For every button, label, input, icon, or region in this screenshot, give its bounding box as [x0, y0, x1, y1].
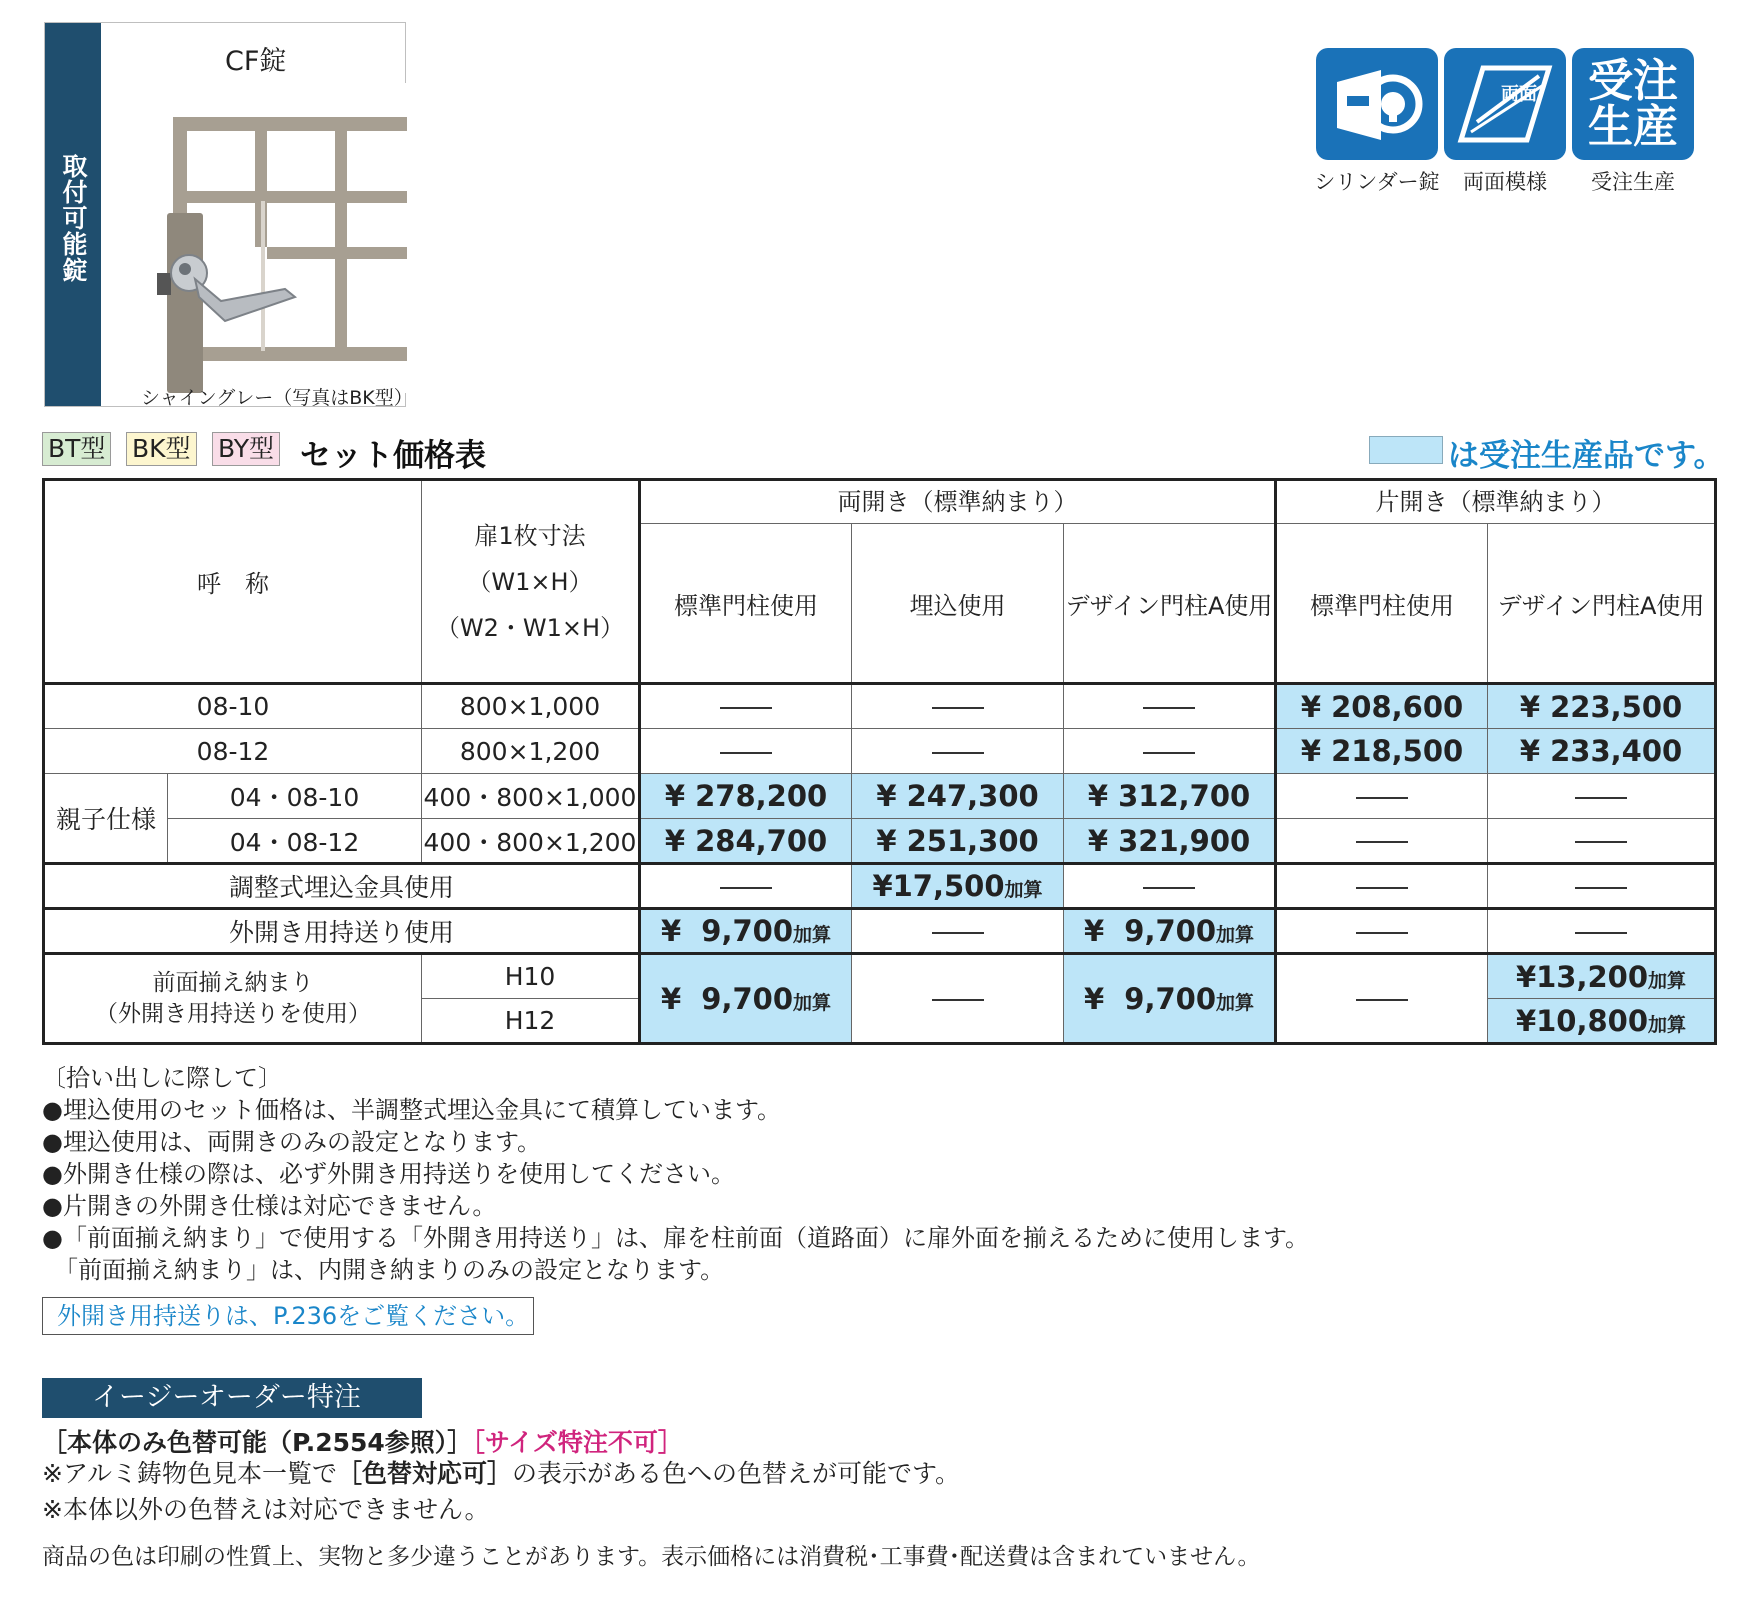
- double-sided-glyph: [1455, 62, 1555, 146]
- price-suffix: 加算: [1648, 1013, 1687, 1036]
- empty-cell: [640, 729, 852, 774]
- lock-sidebar-label: 取付可能錠: [59, 153, 88, 283]
- price-suffix: 加算: [793, 924, 832, 946]
- price-cell: [1488, 954, 1716, 999]
- empty-cell: [1276, 909, 1488, 954]
- price-cell: [1488, 999, 1716, 1044]
- note-item: ●片開きの外開き仕様は対応できません。: [42, 1192, 497, 1220]
- empty-cell: [852, 954, 1064, 1044]
- row-size: 400・800×1,000: [422, 774, 640, 819]
- badge-label-double-sided: 両面模様: [1463, 170, 1547, 194]
- header-size-line3: （W2・W1×H）: [435, 613, 625, 642]
- note-item: 「前面揃え納まり」は、内開き納まりのみの設定となります。: [42, 1256, 725, 1284]
- header-size-line1: 扉1枚寸法: [474, 521, 586, 550]
- price-value: ¥ 9,700: [1083, 981, 1217, 1016]
- type-tag-bt: BT型: [42, 432, 111, 466]
- empty-cell: [1488, 864, 1716, 909]
- price-cell: ¥ 233,400: [1488, 729, 1716, 774]
- easy-order-line2-c: の表示がある色への色替えが可能です。: [511, 1459, 960, 1488]
- easy-order-color-change: ［本体のみ色替可能（P.2554参照）］: [42, 1428, 473, 1457]
- price-cell: ¥ 208,600: [1276, 684, 1488, 729]
- empty-cell: [1488, 909, 1716, 954]
- price-cell: ¥ 312,700: [1064, 774, 1276, 819]
- price-cell: [640, 909, 852, 954]
- empty-cell: [1276, 819, 1488, 864]
- price-cell: ¥ 278,200: [640, 774, 852, 819]
- notes-heading: 〔拾い出しに際して〕: [42, 1064, 282, 1092]
- empty-cell: [1276, 774, 1488, 819]
- badge-label-made-to-order: 受注生産: [1591, 170, 1675, 194]
- made-to-order-legend-swatch: [1369, 436, 1443, 464]
- price-cell: [1064, 954, 1276, 1044]
- price-table: [42, 478, 1717, 1045]
- made-to-order-glyph-text: 受注 生産: [1587, 54, 1678, 153]
- row-size: 800×1,000: [422, 684, 640, 729]
- table-row: [44, 864, 1716, 909]
- row-name-line1: 前面揃え納まり: [152, 969, 314, 996]
- empty-cell: [1064, 729, 1276, 774]
- cylinder-lock-icon: [1316, 48, 1438, 160]
- price-value: ¥13,200: [1515, 959, 1649, 994]
- notes: [42, 1062, 1309, 1286]
- header-size: [422, 480, 640, 684]
- easy-order-line2-a: ※アルミ鋳物色見本一覧で: [42, 1459, 337, 1488]
- price-value: ¥ 9,700: [1083, 914, 1217, 948]
- price-suffix: 加算: [1216, 924, 1255, 946]
- empty-cell: [852, 729, 1064, 774]
- empty-cell: [1064, 684, 1276, 729]
- price-cell: ¥ 247,300: [852, 774, 1064, 819]
- row-name: 外開き用持送り使用: [44, 909, 640, 954]
- easy-order-header: イージーオーダー特注: [42, 1378, 422, 1418]
- empty-cell: [1488, 819, 1716, 864]
- table-title: セット価格表: [300, 438, 486, 474]
- easy-order-line2: [42, 1454, 960, 1490]
- header-col-design2: デザイン門柱A使用: [1488, 524, 1716, 684]
- row-name: [44, 954, 422, 1044]
- price-value: ¥ 9,700: [660, 981, 794, 1016]
- row-name: 08-12: [44, 729, 422, 774]
- price-cell: ¥ 218,500: [1276, 729, 1488, 774]
- row-name: 04・08-12: [168, 819, 422, 864]
- row-name: 調整式埋込金具使用: [44, 864, 640, 909]
- note-item: ●外開き仕様の際は、必ず外開き用持送りを使用してください。: [42, 1160, 735, 1188]
- table-row: [44, 774, 1716, 819]
- empty-cell: [1064, 864, 1276, 909]
- lock-caption: シャイングレー（写真はBK型）: [141, 387, 413, 409]
- header-size-line2: （W1×H）: [467, 567, 593, 596]
- made-to-order-icon: [1572, 48, 1694, 160]
- header-col-embed: 埋込使用: [852, 524, 1064, 684]
- empty-cell: [640, 864, 852, 909]
- price-cell: [1064, 909, 1276, 954]
- header-name: 呼 称: [44, 480, 422, 684]
- double-sided-glyph-text: 両面: [1501, 84, 1537, 105]
- row-size: 800×1,200: [422, 729, 640, 774]
- price-cell: ¥ 284,700: [640, 819, 852, 864]
- made-to-order-legend-text: は受注生産品です。: [1448, 438, 1725, 474]
- row-name: 04・08-10: [168, 774, 422, 819]
- type-tag-by: BY型: [212, 432, 280, 466]
- easy-order-line2-b: ［色替対応可］: [336, 1459, 512, 1488]
- price-suffix: 加算: [793, 991, 832, 1014]
- note-item: ●埋込使用は、両開きのみの設定となります。: [42, 1128, 542, 1156]
- cylinder-lock-glyph: [1329, 62, 1425, 146]
- header-col-std: 標準門柱使用: [640, 524, 852, 684]
- row-name: 08-10: [44, 684, 422, 729]
- header-col-design: デザイン門柱A使用: [1064, 524, 1276, 684]
- easy-order-line3: ※本体以外の色替えは対応できません。: [42, 1495, 490, 1524]
- row-size: H10: [422, 954, 640, 999]
- footer-disclaimer: 商品の色は印刷の性質上、実物と多少違うことがあります。表示価格には消費税･工事費･配送費は含まれていません。: [42, 1544, 1261, 1570]
- row-size: 400・800×1,200: [422, 819, 640, 864]
- reference-link[interactable]: 外開き用持送りは、P.236をご覧ください。: [42, 1297, 534, 1335]
- double-sided-pattern-icon: [1444, 48, 1566, 160]
- price-suffix: 加算: [1216, 991, 1255, 1014]
- type-tag-bk: BK型: [126, 432, 197, 466]
- table-row: [44, 684, 1716, 729]
- header-double-group: 両開き（標準納まり）: [640, 480, 1276, 524]
- header-single-group: 片開き（標準納まり）: [1276, 480, 1716, 524]
- table-header-row-1: [44, 480, 1716, 524]
- row-group-oyako: 親子仕様: [44, 774, 168, 864]
- price-suffix: 加算: [1004, 879, 1043, 901]
- badge-label-cylinder: シリンダー錠: [1314, 170, 1440, 194]
- lock-name: CF錠: [225, 46, 287, 77]
- price-value: ¥ 9,700: [660, 914, 794, 948]
- note-item: ●「前面揃え納まり」で使用する「外開き用持送り」は、扉を柱前面（道路面）に扉外面を揃えるために使用します。: [42, 1224, 1310, 1252]
- note-item: ●埋込使用のセット価格は、半調整式埋込金具にて積算しています。: [42, 1096, 782, 1124]
- table-row: [44, 729, 1716, 774]
- table-row: [44, 909, 1716, 954]
- price-cell: ¥ 321,900: [1064, 819, 1276, 864]
- row-name-line2: （外開き用持送りを使用）: [95, 1000, 371, 1027]
- price-cell: ¥ 223,500: [1488, 684, 1716, 729]
- table-row: [44, 819, 1716, 864]
- lock-photo: [145, 83, 407, 393]
- easy-order-size-note: ［サイズ特注不可］: [472, 1428, 683, 1457]
- price-cell: [852, 864, 1064, 909]
- header-col-std2: 標準門柱使用: [1276, 524, 1488, 684]
- empty-cell: [852, 909, 1064, 954]
- price-value: ¥17,500: [872, 869, 1005, 903]
- empty-cell: [640, 684, 852, 729]
- table-row: [44, 954, 1716, 999]
- price-cell: ¥ 251,300: [852, 819, 1064, 864]
- row-size: H12: [422, 999, 640, 1044]
- price-value: ¥10,800: [1515, 1003, 1649, 1038]
- empty-cell: [1488, 774, 1716, 819]
- price-suffix: 加算: [1648, 969, 1687, 992]
- empty-cell: [1276, 954, 1488, 1044]
- price-cell: [640, 954, 852, 1044]
- lock-sidebar: [45, 23, 101, 406]
- empty-cell: [1276, 864, 1488, 909]
- lock-panel: [44, 22, 413, 409]
- empty-cell: [852, 684, 1064, 729]
